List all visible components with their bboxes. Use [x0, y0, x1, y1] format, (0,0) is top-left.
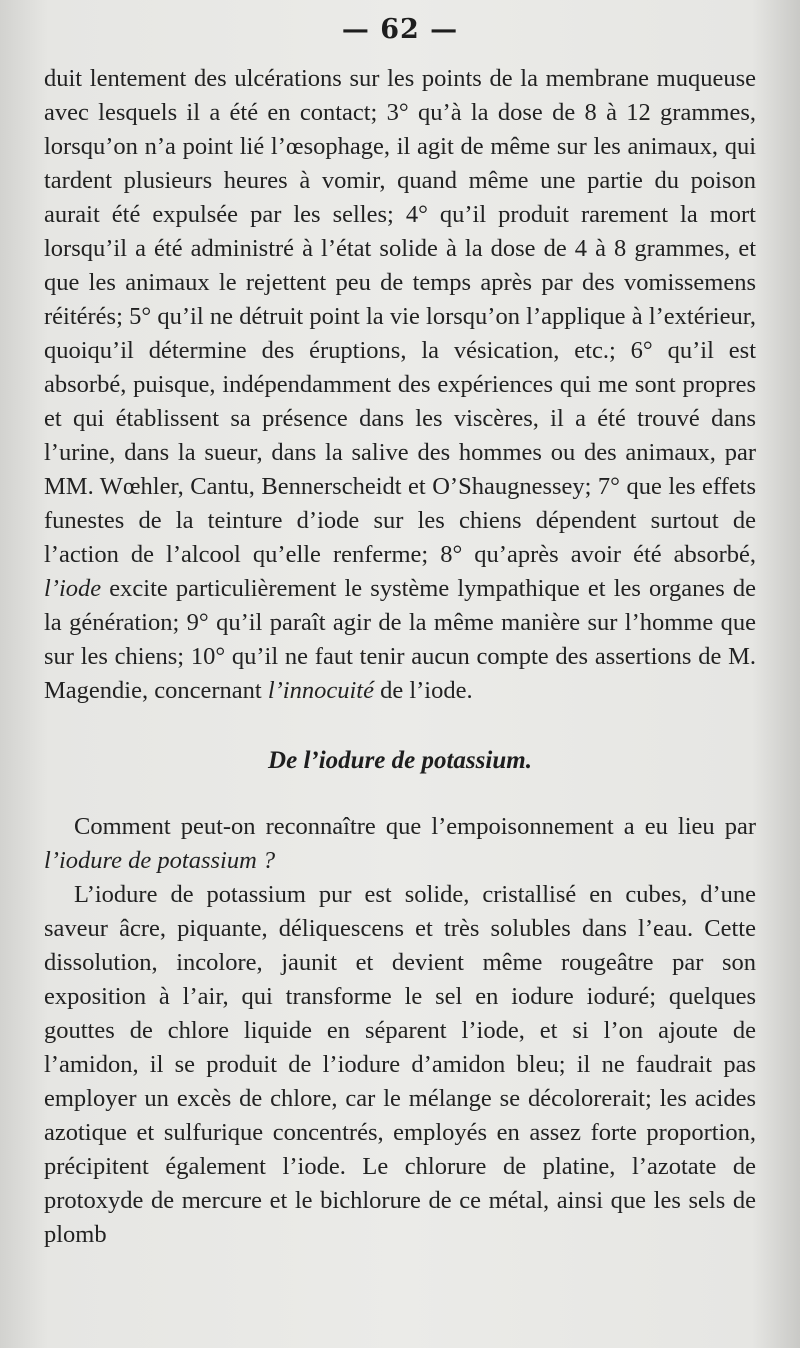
question-paragraph	[44, 810, 756, 878]
section-heading: De l’iodure de potassium.	[268, 747, 532, 774]
page-number: — 62 —	[341, 14, 459, 45]
paragraph-continuation	[44, 62, 756, 708]
paragraph-text: de l’iode.	[380, 677, 473, 704]
paragraph-text: Comment peut-on reconnaître que l’empoisonnement a eu lieu par	[74, 813, 756, 840]
italic-term-iode: l’iode	[44, 575, 102, 602]
paragraph-text: duit lentement des ulcérations sur les points de la membrane muqueuse avec lesquels il a été en contact; 3° qu’à la dose de 8 à 12 grammes, lorsqu’on n’a point lié l’œsophage, il agit de même sur les animaux, qui tardent plusieurs heures à vomir, quand même une partie du poison aurait été expulsée par les selles; 4° qu’il produit rarement la mort lorsqu’il a été administré à l’état solide à la dose de 4 à 8 grammes, et que les animaux le rejettent peu de temps après par des vomissemens réitérés; 5° qu’il ne détruit point la vie lorsqu’on l’applique à l’extérieur, quoiqu’il détermine des éruptions, la vésication, etc.; 6° qu’il est absorbé, puisque, indépendamment des expériences qui me sont propres et qui établissent sa présence dans les viscères, il a été trouvé dans l’urine, dans la sueur, dans la salive des hommes ou des animaux, par MM. Wœhler, Cantu, Bennerscheidt et O’Shaugnessey; 7° que les effets funestes de la teinture d’iode sur les chiens dépendent surtout de l’action de l’alcool qu’elle renferme; 8° qu’après avoir été absorbé,	[44, 65, 756, 568]
italic-term-iodure: l’iodure de potassium ?	[44, 847, 276, 874]
text-block	[44, 62, 756, 1252]
paragraph-text: excite particulièrement le système lympathique et les organes de la génération; 9° qu’il paraît agir de la même manière sur l’homme que sur les chiens; 10° qu’il ne faut tenir aucun compte des assertions de M. Magendie, concernant	[44, 575, 757, 704]
paragraph-description: L’iodure de potassium pur est solide, cristallisé en cubes, d’une saveur âcre, piquante, déliquescens et très solubles dans l’eau. Cette dissolution, incolore, jaunit et devient même rougeâtre par son exposition à l’air, qui transforme le sel en iodure ioduré; quelques gouttes de chlore liquide en séparent l’iode, et si l’on ajoute de l’amidon, il se produit de l’iodure d’amidon bleu; il ne faudrait pas employer un excès de chlore, car le mélange se décolorerait; les acides azotique et sulfurique concentrés, employés en assez forte proportion, précipitent également l’iode. Le chlorure de platine, l’azotate de protoxyde de mercure et le bichlorure de ce métal, ainsi que les sels de plomb	[44, 881, 756, 1248]
italic-term-innocuite: l’innocuité	[267, 677, 374, 704]
